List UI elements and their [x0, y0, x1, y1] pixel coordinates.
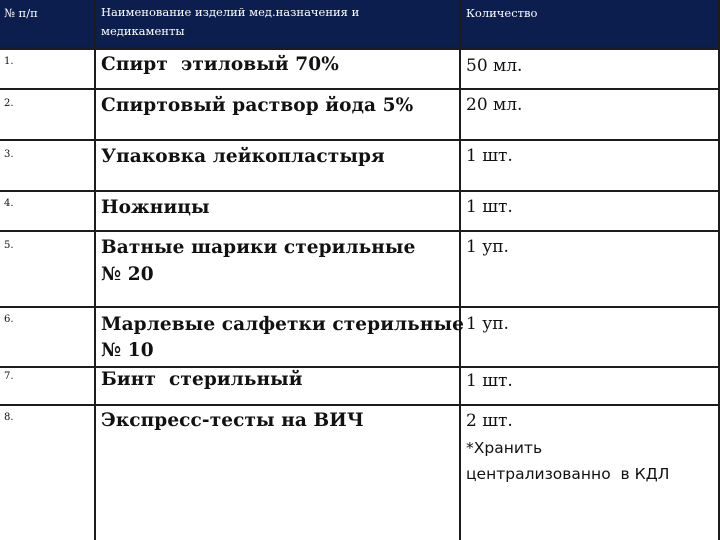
header-qty: Количество: [466, 6, 538, 20]
item-quantity: 1 шт.: [466, 371, 513, 391]
item-quantity: 1 уп.: [466, 237, 509, 257]
item-name: Спирт этиловый 70%: [101, 54, 339, 75]
row-number: 1.: [4, 56, 14, 67]
item-quantity: 1 уп.: [466, 314, 509, 334]
item-name: Бинт стерильный: [101, 369, 303, 390]
item-name: Ватные шарики стерильные: [101, 237, 416, 258]
row-number: 6.: [4, 314, 14, 325]
header-num: № п/п: [4, 6, 38, 20]
storage-note: *Хранить: [466, 439, 543, 457]
row-divider: [0, 190, 720, 192]
row-divider: [0, 88, 720, 90]
column-divider: [459, 0, 461, 540]
item-name-continued: № 10: [101, 340, 154, 361]
item-name: Экспресс-тесты на ВИЧ: [101, 410, 364, 431]
row-number: 5.: [4, 240, 14, 251]
row-number: 4.: [4, 198, 14, 209]
item-quantity: 50 мл.: [466, 56, 523, 76]
row-divider: [0, 139, 720, 141]
header-name: Наименование изделий мед.назначения и медикаменты: [101, 5, 360, 38]
row-divider: [0, 404, 720, 406]
item-name: Упаковка лейкопластыря: [101, 146, 385, 167]
row-divider: [0, 306, 720, 308]
item-quantity: 1 шт.: [466, 146, 513, 166]
row-divider: [0, 47, 720, 50]
row-number: 3.: [4, 149, 14, 160]
item-quantity: 2 шт.: [466, 411, 513, 431]
item-name: Спиртовый раствор йода 5%: [101, 95, 414, 116]
item-name: Ножницы: [101, 197, 210, 218]
row-number: 2.: [4, 98, 14, 109]
row-number: 7.: [4, 371, 14, 382]
item-quantity: 1 шт.: [466, 197, 513, 217]
item-name: Марлевые салфетки стерильные: [101, 314, 464, 335]
column-divider: [94, 0, 96, 540]
item-name-continued: № 20: [101, 264, 154, 285]
row-number: 8.: [4, 412, 14, 423]
storage-note-continued: централизованно в КДЛ: [466, 465, 670, 483]
row-divider: [0, 230, 720, 232]
item-quantity: 20 мл.: [466, 95, 523, 115]
